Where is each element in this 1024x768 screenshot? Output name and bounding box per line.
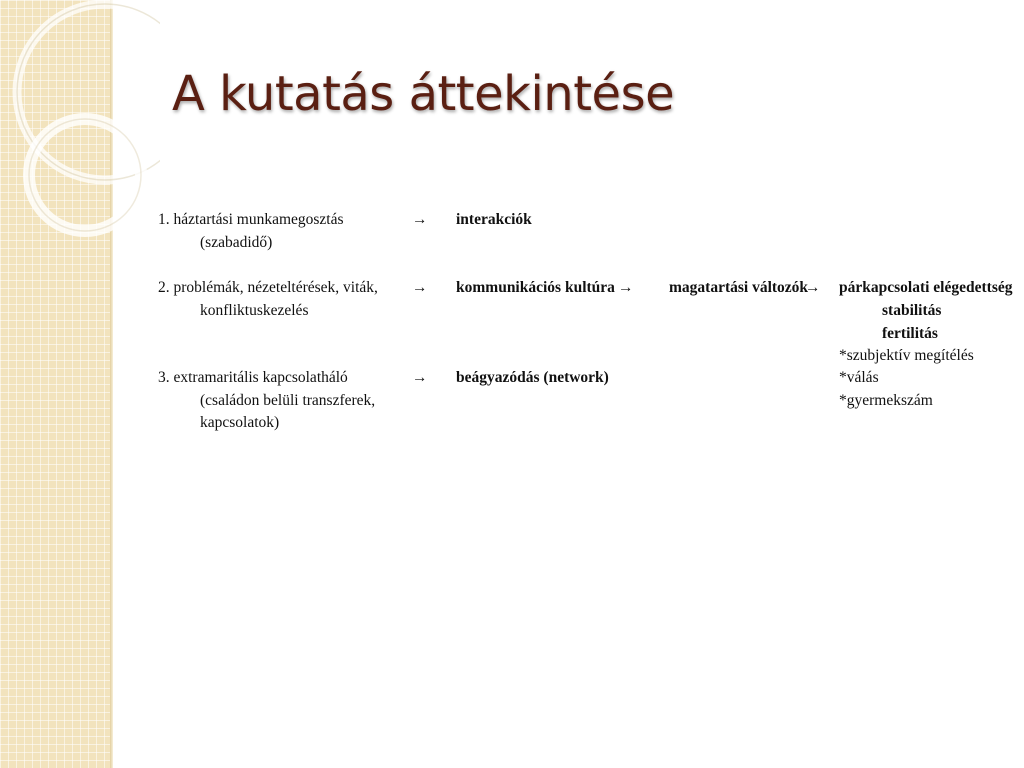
row2-label: 2. problémák, nézeteltérések, viták, <box>158 279 378 296</box>
slide-title: A kutatás áttekintése <box>172 66 675 122</box>
result-main: párkapcsolati elégedettség <box>839 279 1013 296</box>
row1-arrow: → <box>412 211 428 228</box>
row2-arrow-3: → <box>805 279 821 296</box>
row2-outcome: kommunikációs kultúra <box>456 279 615 296</box>
row2-sublabel: konfliktuskezelés <box>200 302 309 319</box>
row3-sublabel-1: (családon belüli transzferek, <box>200 392 376 409</box>
row1-label: 1. háztartási munkamegosztás <box>158 211 344 228</box>
result-item-fertility: fertilitás <box>882 325 938 342</box>
row3-arrow: → <box>412 369 428 386</box>
row2-arrow-2: → <box>618 279 634 296</box>
result-note-subjective: *szubjektív megítélés <box>839 347 974 364</box>
result-note-divorce: *válás <box>839 369 879 386</box>
row3-outcome: beágyazódás (network) <box>456 369 609 386</box>
row3-label: 3. extramaritális kapcsolatháló <box>158 369 348 386</box>
row1-sublabel: (szabadidő) <box>200 234 273 251</box>
result-note-children: *gyermekszám <box>839 392 933 409</box>
row2-arrow-1: → <box>412 279 428 296</box>
row3-sublabel-2: kapcsolatok) <box>200 414 280 431</box>
result-item-stability: stabilitás <box>882 302 942 319</box>
row1-outcome: interakciók <box>456 211 532 228</box>
row2-mediator: magatartási változók <box>669 279 809 296</box>
